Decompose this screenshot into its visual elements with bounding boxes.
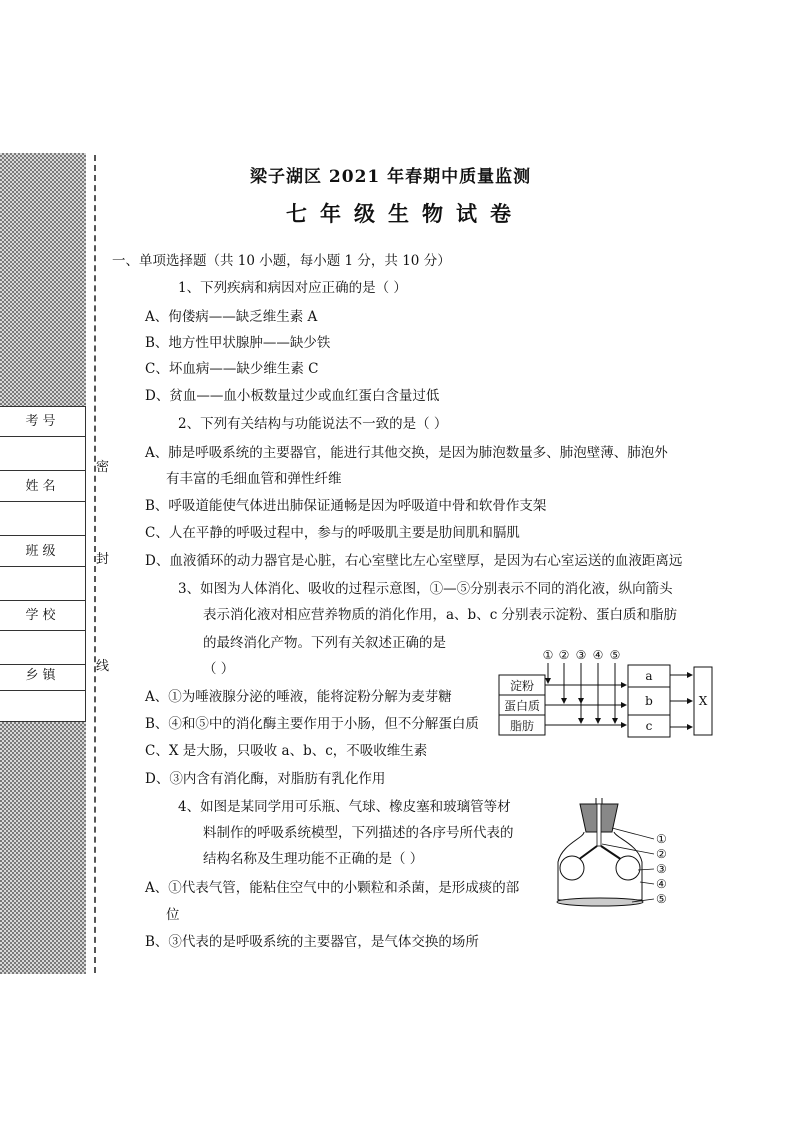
- q3-stem-line2: 表示消化液对相应营养物质的消化作用，a、b、c 分别表示淀粉、蛋白质和脂肪: [203, 607, 678, 623]
- q2-option-a-line2[interactable]: 有丰富的毛细血管和弹性纤维: [166, 471, 342, 487]
- field-exam-number-input[interactable]: [0, 438, 85, 471]
- q4-stem-line1: 4、如图是某同学用可乐瓶、气球、橡皮塞和玻璃管等材: [178, 799, 511, 815]
- q1-option-a[interactable]: A、佝偻病——缺乏维生素 A: [145, 309, 318, 325]
- seal-char-xian: 线: [96, 659, 110, 674]
- exam-subtitle: 七年级生物试卷: [286, 201, 524, 226]
- binding-strip-bottom: [0, 722, 86, 974]
- field-class-label: 班级: [0, 537, 85, 567]
- q2-stem: 2、下列有关结构与功能说法不一致的是（ ）: [178, 416, 448, 432]
- q4-option-a-line2[interactable]: 位: [166, 907, 180, 923]
- field-town-input[interactable]: [0, 692, 85, 722]
- q2-option-a-line1[interactable]: A、肺是呼吸系统的主要器官，能进行其他交换，是因为肺泡数量多、肺泡壁薄、肺泡外: [145, 445, 668, 461]
- q2-option-b[interactable]: B、呼吸道能使气体进出肺保证通畅是因为呼吸道中骨和软骨作支架: [145, 498, 547, 514]
- breathing-model-diagram: [552, 798, 682, 914]
- q4-option-a-line1[interactable]: A、①代表气管，能粘住空气中的小颗粒和杀菌，是形成痰的部: [145, 880, 520, 896]
- q3-option-c[interactable]: C、X 是大肠，只吸收 a、b、c，不吸收维生素: [145, 743, 428, 759]
- q1-stem: 1、下列疾病和病因对应正确的是（ ）: [178, 280, 407, 296]
- diagram-num-3: ③: [575, 648, 587, 662]
- diagram-organ-x: X: [698, 694, 708, 708]
- diagram-product-a: a: [645, 669, 653, 683]
- q3-stem-line3: 的最终消化产物。下列有关叙述正确的是: [203, 635, 446, 651]
- q2-option-d[interactable]: D、血液循环的动力器官是心脏，右心室壁比左心室壁厚，是因为右心室运送的血液距离远: [145, 553, 683, 569]
- diagram-food-protein: 蛋白质: [503, 699, 541, 713]
- model-label-4: ④: [656, 877, 667, 891]
- diagram-num-4: ④: [592, 648, 604, 662]
- diagram-product-c: c: [645, 719, 653, 733]
- exam-title: 梁子湖区 2021 年春期中质量监测: [250, 167, 532, 187]
- diagram-food-fat: 脂肪: [509, 719, 535, 733]
- q2-option-c[interactable]: C、人在平静的呼吸过程中，参与的呼吸肌主要是肋间肌和膈肌: [145, 525, 520, 541]
- diagram-num-5: ⑤: [609, 648, 621, 662]
- diagram-num-1: ①: [542, 648, 554, 662]
- q1-option-d[interactable]: D、贫血——血小板数量过少或血红蛋白含量过低: [145, 388, 440, 404]
- diagram-num-2: ②: [558, 648, 570, 662]
- field-name-label: 姓名: [0, 472, 85, 502]
- digestion-diagram: [497, 647, 717, 739]
- field-class-input[interactable]: [0, 568, 85, 601]
- model-label-3: ③: [656, 862, 667, 876]
- q3-option-a[interactable]: A、①为唾液腺分泌的唾液，能将淀粉分解为麦芽糖: [145, 689, 452, 705]
- field-town-label: 乡镇: [0, 661, 85, 691]
- binding-strip-top: [0, 153, 86, 406]
- model-label-5: ⑤: [656, 892, 667, 906]
- q3-answer-blank: （ ）: [203, 661, 235, 677]
- model-label-1: ①: [656, 832, 667, 846]
- field-school-label: 学校: [0, 601, 85, 631]
- q3-option-b[interactable]: B、④和⑤中的消化酶主要作用于小肠，但不分解蛋白质: [145, 716, 479, 732]
- field-name-input[interactable]: [0, 503, 85, 536]
- student-info-table: [0, 406, 86, 722]
- seal-char-mi: 密: [96, 460, 110, 475]
- diagram-food-starch: 淀粉: [509, 679, 535, 693]
- q4-option-b[interactable]: B、③代表的是呼吸系统的主要器官，是气体交换的场所: [145, 934, 479, 950]
- model-label-2: ②: [656, 847, 667, 861]
- seal-char-feng: 封: [96, 552, 110, 567]
- q1-option-c[interactable]: C、坏血病——缺少维生素 C: [145, 361, 319, 377]
- diagram-product-b: b: [645, 694, 653, 708]
- q1-option-b[interactable]: B、地方性甲状腺肿——缺少铁: [145, 335, 331, 351]
- q3-stem-line1: 3、如图为人体消化、吸收的过程示意图，①—⑤分别表示不同的消化液，纵向箭头: [178, 581, 673, 597]
- field-exam-number-label: 考号: [0, 407, 85, 437]
- q4-stem-line3: 结构名称及生理功能不正确的是（ ）: [203, 851, 424, 867]
- q4-stem-line2: 料制作的呼吸系统模型，下列描述的各序号所代表的: [203, 825, 514, 841]
- q3-option-d[interactable]: D、③内含有消化酶，对脂肪有乳化作用: [145, 771, 386, 787]
- section-heading: 一、单项选择题（共 10 小题，每小题 1 分，共 10 分）: [112, 253, 451, 269]
